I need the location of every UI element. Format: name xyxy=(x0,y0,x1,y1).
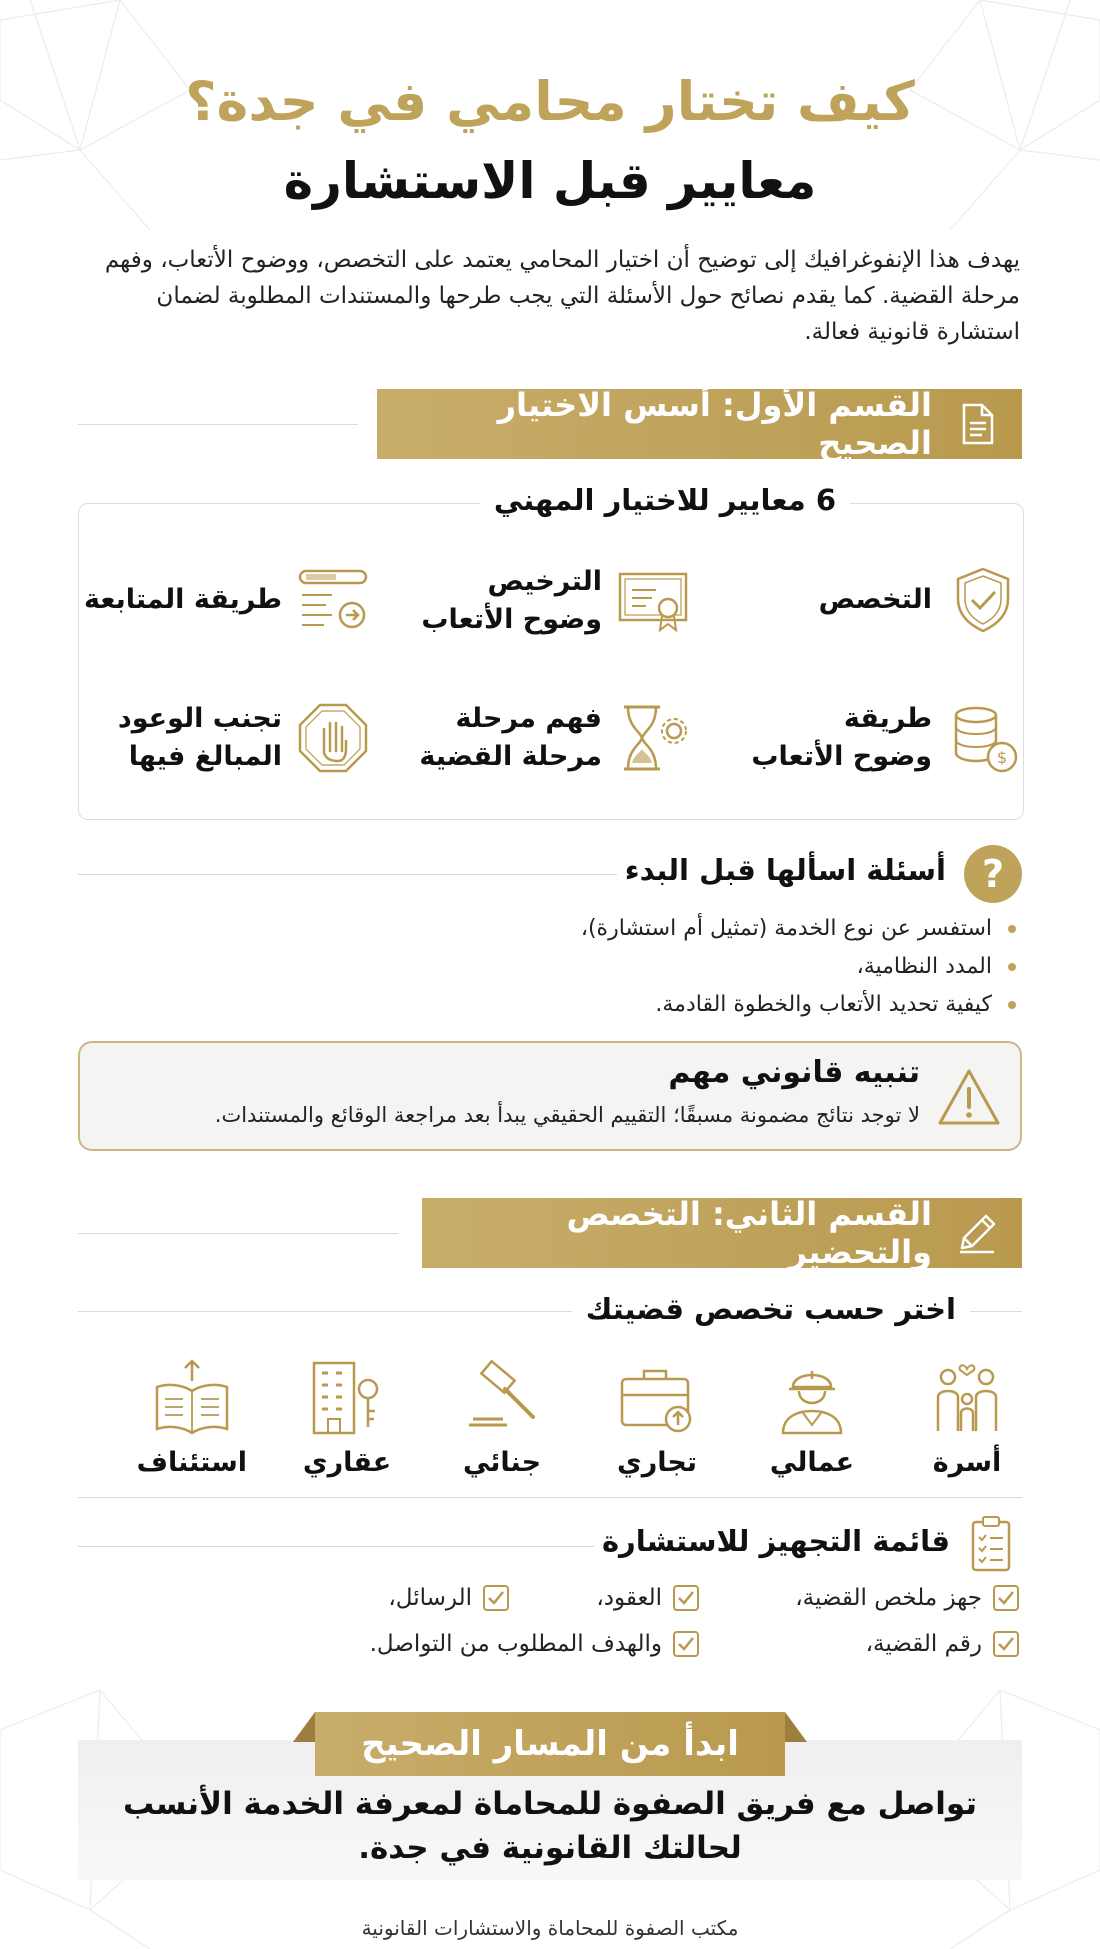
cta-title: ابدأ من المسار الصحيح xyxy=(315,1712,785,1776)
svg-text:$: $ xyxy=(996,748,1008,767)
section1-title: القسم الأول: أسس الاختيار الصحيح xyxy=(497,386,932,462)
checklist-item[interactable] xyxy=(795,1584,1020,1612)
criterion-follow-up xyxy=(84,563,370,637)
specialty-label: استئناف xyxy=(136,1447,247,1478)
worker-icon xyxy=(769,1355,855,1441)
divider-line xyxy=(78,1546,618,1547)
family-icon xyxy=(924,1355,1010,1441)
criterion-label: طريقة المتابعة xyxy=(84,584,282,615)
criterion-license xyxy=(421,563,690,639)
checklist-label: العقود، xyxy=(596,1585,662,1611)
criteria-heading: 6 معايير للاختيار المهني xyxy=(480,483,850,517)
questions-heading: أسئلة اسألها قبل البدء xyxy=(617,853,954,887)
progress-list-icon xyxy=(296,563,370,637)
book-arrow-icon xyxy=(149,1355,235,1441)
checklist-label: الرسائل، xyxy=(388,1585,472,1611)
checkbox-checked-icon xyxy=(482,1584,510,1612)
list-item: استفسر عن نوع الخدمة (تمثيل أم استشارة)، xyxy=(581,910,1020,948)
specialty-label: عقاري xyxy=(302,1447,392,1478)
checklist-label: والهدف المطلوب من التواصل. xyxy=(369,1631,662,1657)
intro-paragraph: يهدف هذا الإنفوغرافيك إلى توضيح أن اختيار المحامي يعتمد على التخصص، ووضوح الأتعاب، وفهم مرحلة القضية. كما يقدم نصائح حول الأسئلة التي يجب طرحها والمستندات المطلوبة لضمان استشارة قانونية فعالة. xyxy=(104,247,1020,345)
specialty-label: عمالي xyxy=(769,1447,855,1478)
checklist-item[interactable] xyxy=(388,1584,510,1612)
hourglass-gear-icon xyxy=(616,701,690,775)
specialty-labor[interactable] xyxy=(757,1355,867,1478)
criterion-label: تجنب الوعود المبالغ فيها xyxy=(117,703,282,772)
checklist-heading: قائمة التجهيز للاستشارة xyxy=(594,1524,958,1558)
certificate-icon xyxy=(616,564,690,638)
criterion-label: التخصص xyxy=(818,584,932,615)
alert-text: لا توجد نتائج مضمونة مسبقًا؛ التقييم الحقيقي يبدأ بعد مراجعة الوقائع والمستندات. xyxy=(214,1103,920,1127)
divider-line xyxy=(78,1233,398,1234)
alert-title: تنبيه قانوني مهم xyxy=(668,1055,920,1090)
criterion-label: فهم مرحلة مرحلة القضية xyxy=(419,703,602,772)
specialty-label: تجاري xyxy=(616,1447,698,1478)
specialty-commercial[interactable] xyxy=(602,1355,712,1478)
page-subtitle: معايير قبل الاستشارة xyxy=(283,152,817,210)
checkbox-checked-icon xyxy=(992,1584,1020,1612)
section2-band xyxy=(422,1195,1022,1271)
specialty-criminal[interactable] xyxy=(447,1355,557,1478)
legal-alert-box xyxy=(78,1041,1022,1151)
specialty-family[interactable] xyxy=(912,1355,1022,1478)
divider-line xyxy=(78,874,638,875)
checkbox-checked-icon xyxy=(672,1630,700,1658)
section1-band xyxy=(377,386,1022,462)
checkbox-checked-icon xyxy=(992,1630,1020,1658)
checklist-item[interactable] xyxy=(596,1584,700,1612)
criterion-case-stage xyxy=(419,700,690,776)
criterion-avoid-promises xyxy=(118,700,370,776)
list-item: المدد النظامية، xyxy=(581,948,1020,986)
briefcase-icon xyxy=(614,1355,700,1441)
specialty-real-estate[interactable] xyxy=(292,1355,402,1478)
specialty-appeal[interactable] xyxy=(137,1355,247,1478)
question-icon: ? xyxy=(964,845,1022,903)
section2-title: القسم الثاني: التخصص والتحضير xyxy=(566,1195,932,1271)
clipboard-icon xyxy=(970,1515,1012,1573)
divider-line xyxy=(78,1497,1022,1498)
pencil-icon xyxy=(954,1210,1000,1256)
cta-text: تواصل مع فريق الصفوة للمحاماة لمعرفة الخدمة الأنسب لحالتك القانونية في جدة. xyxy=(123,1786,977,1866)
building-key-icon xyxy=(304,1355,390,1441)
criterion-specialization xyxy=(819,563,1020,637)
checkbox-checked-icon xyxy=(672,1584,700,1612)
checklist-label: جهز ملخص القضية، xyxy=(795,1585,982,1611)
criterion-fees xyxy=(751,700,1020,776)
specialty-label: أسرة xyxy=(932,1447,1002,1478)
criterion-label: طريقة وضوح الأتعاب xyxy=(751,703,932,772)
page-title: كيف تختار محامي في جدة؟ xyxy=(185,70,915,133)
checklist-item[interactable] xyxy=(370,1630,700,1658)
divider-line xyxy=(78,424,358,425)
checklist-label: رقم القضية، xyxy=(865,1631,982,1657)
gavel-icon xyxy=(459,1355,545,1441)
list-item: كيفية تحديد الأتعاب والخطوة القادمة. xyxy=(581,986,1020,1024)
shield-check-icon xyxy=(946,563,1020,637)
criterion-label: الترخيص وضوح الأتعاب xyxy=(421,566,602,635)
checklist-item[interactable] xyxy=(866,1630,1020,1658)
specialties-heading: اختر حسب تخصص قضيتك xyxy=(572,1292,970,1326)
document-icon xyxy=(954,401,1000,447)
warning-icon xyxy=(936,1067,1002,1127)
questions-list xyxy=(581,910,1020,1024)
specialty-label: جنائي xyxy=(462,1447,542,1478)
coins-icon xyxy=(946,701,1020,775)
stop-hand-icon xyxy=(296,701,370,775)
footer-text: مكتب الصفوة للمحاماة والاستشارات القانونية xyxy=(361,1916,739,1940)
